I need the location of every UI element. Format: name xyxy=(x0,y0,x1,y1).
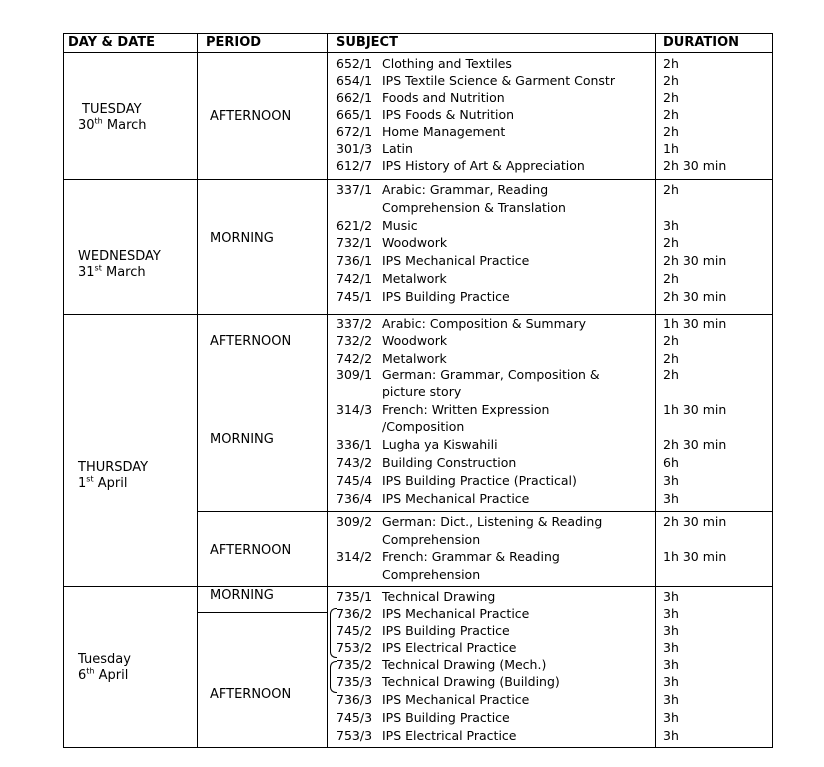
subject-entry xyxy=(336,454,516,471)
subject-code: 736/3 xyxy=(336,692,373,707)
subject-name: Building Construction xyxy=(382,455,517,470)
subject-entry xyxy=(336,123,505,140)
subject-name: German: Dict., Listening & Reading xyxy=(382,514,603,529)
duration-value: 2h 30 min xyxy=(663,514,727,529)
subject-name: IPS Building Practice xyxy=(382,289,510,304)
duration-value: 2h 30 min xyxy=(663,289,727,304)
duration-value: 3h xyxy=(663,657,679,672)
column-divider xyxy=(655,34,656,747)
period-cell: AFTERNOON xyxy=(210,334,292,349)
duration-value: 3h xyxy=(663,589,679,604)
subject-code: 745/2 xyxy=(336,623,373,638)
subject-code: 736/2 xyxy=(336,606,373,621)
duration-value: 2h xyxy=(663,235,679,250)
duration-value: 1h 30 min xyxy=(663,402,727,417)
subject-entry xyxy=(336,588,495,605)
header-day-date: DAY & DATE xyxy=(68,35,156,50)
duration-value: 2h xyxy=(663,351,679,366)
subject-name: IPS Mechanical Practice xyxy=(382,606,530,621)
subject-code: 735/1 xyxy=(336,589,373,604)
duration-value: 2h xyxy=(663,333,679,348)
subject-entry xyxy=(336,157,585,174)
period-cell: AFTERNOON xyxy=(210,543,292,558)
subject-code: 735/3 xyxy=(336,674,373,689)
duration-value: 3h xyxy=(663,728,679,743)
period-cell: AFTERNOON xyxy=(210,687,292,702)
duration-value: 1h 30 min xyxy=(663,549,727,564)
period-divider xyxy=(197,612,327,613)
subject-code: 742/2 xyxy=(336,351,373,366)
subject-entry xyxy=(336,490,529,507)
period-cell: MORNING xyxy=(210,231,274,246)
header-divider xyxy=(64,52,773,53)
duration-value: 2h 30 min xyxy=(663,437,727,452)
subject-name: Metalwork xyxy=(382,351,447,366)
subject-code: 732/2 xyxy=(336,333,373,348)
duration-value: 1h 30 min xyxy=(663,316,727,331)
subject-name: Technical Drawing (Mech.) xyxy=(382,657,547,672)
subject-code: 732/1 xyxy=(336,235,373,250)
subject-code: 745/3 xyxy=(336,710,373,725)
day-divider xyxy=(64,586,773,587)
subject-name: IPS Building Practice xyxy=(382,623,510,638)
duration-value: 3h xyxy=(663,218,679,233)
subject-name: IPS Foods & Nutrition xyxy=(382,107,515,122)
subject-code: 309/1 xyxy=(336,367,373,382)
subject-continuation: picture story xyxy=(382,384,462,399)
subject-name: IPS Textile Science & Garment Constr xyxy=(382,73,615,88)
subject-name: IPS History of Art & Appreciation xyxy=(382,158,585,173)
subject-code: 621/2 xyxy=(336,218,373,233)
subject-name: IPS Mechanical Practice xyxy=(382,692,530,707)
subject-code: 314/2 xyxy=(336,549,373,564)
subject-code: 745/1 xyxy=(336,289,373,304)
subject-entry xyxy=(336,332,447,349)
day-cell: WEDNESDAY 31st March xyxy=(78,249,161,280)
duration-value: 3h xyxy=(663,692,679,707)
subject-entry xyxy=(336,252,529,269)
subject-code: 745/4 xyxy=(336,473,373,488)
subject-name: Woodwork xyxy=(382,235,448,250)
subject-entry xyxy=(336,288,510,305)
subject-entry xyxy=(336,106,514,123)
subject-code: 753/3 xyxy=(336,728,373,743)
subject-name: German: Grammar, Composition & xyxy=(382,367,600,382)
subject-code: 612/7 xyxy=(336,158,373,173)
duration-value: 3h xyxy=(663,473,679,488)
subject-entry xyxy=(336,401,549,418)
subject-entry xyxy=(336,639,517,656)
subject-entry xyxy=(336,350,447,367)
subject-code: 736/1 xyxy=(336,253,373,268)
duration-value: 3h xyxy=(663,623,679,638)
subject-entry xyxy=(336,436,498,453)
subject-code: 336/1 xyxy=(336,437,373,452)
subject-code: 742/1 xyxy=(336,271,373,286)
day-cell: TUESDAY 30th March xyxy=(78,102,147,133)
column-divider xyxy=(327,34,328,747)
subject-entry xyxy=(336,656,546,673)
subject-entry xyxy=(336,89,505,106)
subject-code: 337/1 xyxy=(336,182,373,197)
header-subject: SUBJECT xyxy=(336,35,398,50)
exam-timetable xyxy=(63,33,773,748)
subject-name: French: Written Expression xyxy=(382,402,550,417)
period-cell: AFTERNOON xyxy=(210,109,292,124)
subject-code: 743/2 xyxy=(336,455,373,470)
duration-value: 3h xyxy=(663,674,679,689)
subject-name: Latin xyxy=(382,141,413,156)
duration-value: 2h 30 min xyxy=(663,253,727,268)
duration-value: 1h xyxy=(663,141,679,156)
duration-value: 2h xyxy=(663,107,679,122)
subject-code: 337/2 xyxy=(336,316,373,331)
day-cell: THURSDAY 1st April xyxy=(78,460,149,491)
duration-value: 2h xyxy=(663,90,679,105)
subject-entry xyxy=(336,366,600,383)
header-duration: DURATION xyxy=(663,35,740,50)
subject-entry xyxy=(336,605,529,622)
subject-entry xyxy=(336,673,560,690)
column-divider xyxy=(772,34,773,747)
subject-code: 301/3 xyxy=(336,141,373,156)
subject-name: IPS Building Practice xyxy=(382,710,510,725)
subject-continuation: /Composition xyxy=(382,419,465,434)
subject-entry xyxy=(336,709,510,726)
subject-entry xyxy=(336,55,512,72)
subject-code: 662/1 xyxy=(336,90,373,105)
duration-value: 2h xyxy=(663,271,679,286)
subject-continuation: Comprehension xyxy=(382,532,481,547)
subject-code: 753/2 xyxy=(336,640,373,655)
subject-entry xyxy=(336,234,447,251)
subject-entry xyxy=(336,691,529,708)
subject-name: Technical Drawing (Building) xyxy=(382,674,560,689)
subject-code: 672/1 xyxy=(336,124,373,139)
duration-value: 3h xyxy=(663,491,679,506)
subject-name: Foods and Nutrition xyxy=(382,90,505,105)
subject-name: IPS Electrical Practice xyxy=(382,728,517,743)
subject-continuation: Comprehension xyxy=(382,567,481,582)
subject-code: 652/1 xyxy=(336,56,373,71)
subject-code: 309/2 xyxy=(336,514,373,529)
subject-name: Arabic: Grammar, Reading xyxy=(382,182,549,197)
subject-code: 665/1 xyxy=(336,107,373,122)
subject-continuation: Comprehension & Translation xyxy=(382,200,566,215)
subject-name: Lugha ya Kiswahili xyxy=(382,437,498,452)
day-cell: Tuesday 6th April xyxy=(78,652,131,683)
subject-name: Arabic: Composition & Summary xyxy=(382,316,586,331)
period-divider xyxy=(197,511,773,512)
subject-entry xyxy=(336,217,418,234)
column-divider xyxy=(197,34,198,747)
subject-code: 654/1 xyxy=(336,73,373,88)
subject-entry xyxy=(336,72,615,89)
duration-value: 6h xyxy=(663,455,679,470)
subject-name: Woodwork xyxy=(382,333,448,348)
subject-entry xyxy=(336,315,586,332)
subject-code: 735/2 xyxy=(336,657,373,672)
subject-entry xyxy=(336,727,517,744)
subject-entry xyxy=(336,270,447,287)
subject-name: IPS Building Practice (Practical) xyxy=(382,473,577,488)
duration-value: 3h xyxy=(663,640,679,655)
duration-value: 2h xyxy=(663,124,679,139)
duration-value: 2h xyxy=(663,182,679,197)
subject-name: Metalwork xyxy=(382,271,447,286)
subject-name: French: Grammar & Reading xyxy=(382,549,560,564)
subject-name: Home Management xyxy=(382,124,506,139)
subject-entry xyxy=(336,472,577,489)
subject-entry xyxy=(336,181,548,198)
header-period: PERIOD xyxy=(206,35,262,50)
subject-code: 736/4 xyxy=(336,491,373,506)
day-divider xyxy=(64,179,773,180)
duration-value: 3h xyxy=(663,606,679,621)
duration-value: 2h xyxy=(663,56,679,71)
subject-entry xyxy=(336,140,413,157)
duration-value: 2h 30 min xyxy=(663,158,727,173)
duration-value: 3h xyxy=(663,710,679,725)
period-cell: MORNING xyxy=(210,588,274,603)
subject-entry xyxy=(336,513,602,530)
subject-name: IPS Mechanical Practice xyxy=(382,253,530,268)
period-cell: MORNING xyxy=(210,432,274,447)
subject-entry xyxy=(336,548,560,565)
subject-name: Technical Drawing xyxy=(382,589,496,604)
subject-entry xyxy=(336,622,510,639)
duration-value: 2h xyxy=(663,367,679,382)
subject-name: IPS Mechanical Practice xyxy=(382,491,530,506)
subject-name: Music xyxy=(382,218,418,233)
subject-code: 314/3 xyxy=(336,402,373,417)
subject-name: Clothing and Textiles xyxy=(382,56,512,71)
duration-value: 2h xyxy=(663,73,679,88)
subject-name: IPS Electrical Practice xyxy=(382,640,517,655)
